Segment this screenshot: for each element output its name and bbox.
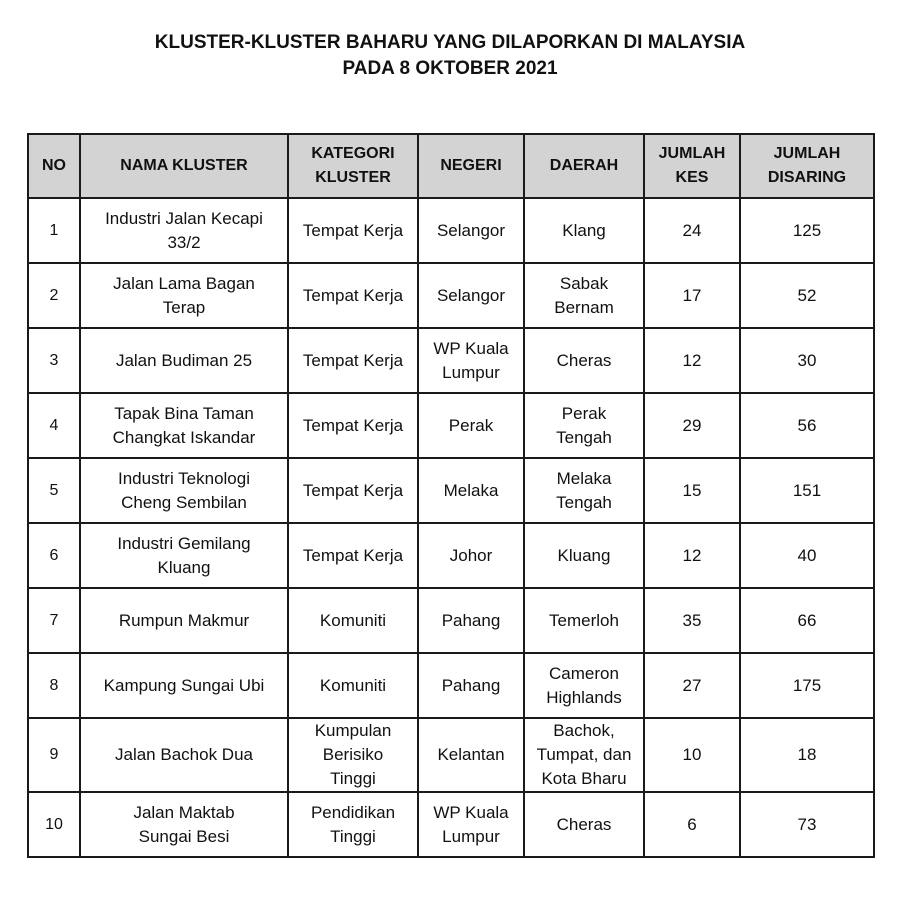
- cell-negeri: Melaka: [418, 458, 524, 523]
- cell-jumlah-kes: 24: [644, 198, 740, 263]
- cell-nama-kluster: Rumpun Makmur: [80, 588, 288, 653]
- cell-kategori: Tempat Kerja: [288, 458, 418, 523]
- table-row: [28, 458, 874, 523]
- cell-no: 5: [28, 458, 80, 523]
- header-negeri: NEGERI: [418, 134, 524, 198]
- table-row: [28, 792, 874, 857]
- cell-nama-kluster: Industri Teknologi Cheng Sembilan: [80, 458, 288, 523]
- cell-jumlah-disaring: 66: [740, 588, 874, 653]
- cell-nama-kluster: Jalan Bachok Dua: [80, 718, 288, 792]
- cell-jumlah-kes: 17: [644, 263, 740, 328]
- cell-daerah: Klang: [524, 198, 644, 263]
- cell-negeri: Selangor: [418, 198, 524, 263]
- cell-jumlah-kes: 12: [644, 523, 740, 588]
- cell-no: 8: [28, 653, 80, 718]
- cell-jumlah-disaring: 125: [740, 198, 874, 263]
- cell-daerah: Cheras: [524, 328, 644, 393]
- title-line-2: PADA 8 OKTOBER 2021: [342, 58, 558, 79]
- cell-daerah: Melaka Tengah: [524, 458, 644, 523]
- header-daerah: DAERAH: [524, 134, 644, 198]
- table-row: [28, 653, 874, 718]
- document-title: [0, 30, 900, 82]
- cell-negeri: WP Kuala Lumpur: [418, 792, 524, 857]
- cell-negeri: Kelantan: [418, 718, 524, 792]
- table-row: [28, 393, 874, 458]
- cell-jumlah-kes: 27: [644, 653, 740, 718]
- title-line-1: KLUSTER-KLUSTER BAHARU YANG DILAPORKAN DI MALAYSIA: [154, 32, 746, 53]
- cell-jumlah-disaring: 56: [740, 393, 874, 458]
- cell-jumlah-disaring: 73: [740, 792, 874, 857]
- cell-jumlah-kes: 29: [644, 393, 740, 458]
- cell-daerah: Bachok, Tumpat, dan Kota Bharu: [524, 718, 644, 792]
- table-header-row: [28, 134, 874, 198]
- cell-nama-kluster: Jalan Budiman 25: [80, 328, 288, 393]
- cell-jumlah-kes: 35: [644, 588, 740, 653]
- cell-nama-kluster: Jalan Lama Bagan Terap: [80, 263, 288, 328]
- cell-daerah: Perak Tengah: [524, 393, 644, 458]
- cell-jumlah-disaring: 151: [740, 458, 874, 523]
- cell-no: 4: [28, 393, 80, 458]
- cell-nama-kluster: Kampung Sungai Ubi: [80, 653, 288, 718]
- cell-kategori: Pendidikan Tinggi: [288, 792, 418, 857]
- table-row: [28, 198, 874, 263]
- table-row: [28, 718, 874, 792]
- cluster-table: [27, 133, 875, 858]
- cell-nama-kluster: Industri Jalan Kecapi 33/2: [80, 198, 288, 263]
- table-row: [28, 588, 874, 653]
- cell-jumlah-disaring: 52: [740, 263, 874, 328]
- cell-jumlah-disaring: 30: [740, 328, 874, 393]
- cell-kategori: Tempat Kerja: [288, 523, 418, 588]
- cell-kategori: Komuniti: [288, 653, 418, 718]
- cell-no: 2: [28, 263, 80, 328]
- cell-negeri: WP Kuala Lumpur: [418, 328, 524, 393]
- cell-daerah: Kluang: [524, 523, 644, 588]
- cell-negeri: Selangor: [418, 263, 524, 328]
- cell-kategori: Tempat Kerja: [288, 263, 418, 328]
- cell-no: 3: [28, 328, 80, 393]
- header-nama-kluster: NAMA KLUSTER: [80, 134, 288, 198]
- cell-jumlah-disaring: 40: [740, 523, 874, 588]
- cell-negeri: Pahang: [418, 653, 524, 718]
- cell-daerah: Cameron Highlands: [524, 653, 644, 718]
- table-row: [28, 328, 874, 393]
- cell-jumlah-kes: 10: [644, 718, 740, 792]
- cell-daerah: Temerloh: [524, 588, 644, 653]
- cell-jumlah-disaring: 175: [740, 653, 874, 718]
- cell-jumlah-kes: 15: [644, 458, 740, 523]
- cell-negeri: Johor: [418, 523, 524, 588]
- header-no: NO: [28, 134, 80, 198]
- cell-jumlah-disaring: 18: [740, 718, 874, 792]
- header-jumlah-disaring: JUMLAH DISARING: [740, 134, 874, 198]
- cell-daerah: Cheras: [524, 792, 644, 857]
- table-row: [28, 263, 874, 328]
- cell-kategori: Komuniti: [288, 588, 418, 653]
- cell-no: 1: [28, 198, 80, 263]
- cell-jumlah-kes: 12: [644, 328, 740, 393]
- cell-kategori: Tempat Kerja: [288, 198, 418, 263]
- header-jumlah-kes: JUMLAH KES: [644, 134, 740, 198]
- cell-jumlah-kes: 6: [644, 792, 740, 857]
- cell-daerah: Sabak Bernam: [524, 263, 644, 328]
- cell-no: 6: [28, 523, 80, 588]
- cell-no: 10: [28, 792, 80, 857]
- cell-negeri: Perak: [418, 393, 524, 458]
- cell-nama-kluster: Jalan Maktab Sungai Besi: [80, 792, 288, 857]
- cell-kategori: Kumpulan Berisiko Tinggi: [288, 718, 418, 792]
- cell-nama-kluster: Tapak Bina Taman Changkat Iskandar: [80, 393, 288, 458]
- cell-nama-kluster: Industri Gemilang Kluang: [80, 523, 288, 588]
- cell-kategori: Tempat Kerja: [288, 328, 418, 393]
- cell-no: 9: [28, 718, 80, 792]
- cell-no: 7: [28, 588, 80, 653]
- header-kategori-kluster: KATEGORI KLUSTER: [288, 134, 418, 198]
- table-row: [28, 523, 874, 588]
- cell-negeri: Pahang: [418, 588, 524, 653]
- cell-kategori: Tempat Kerja: [288, 393, 418, 458]
